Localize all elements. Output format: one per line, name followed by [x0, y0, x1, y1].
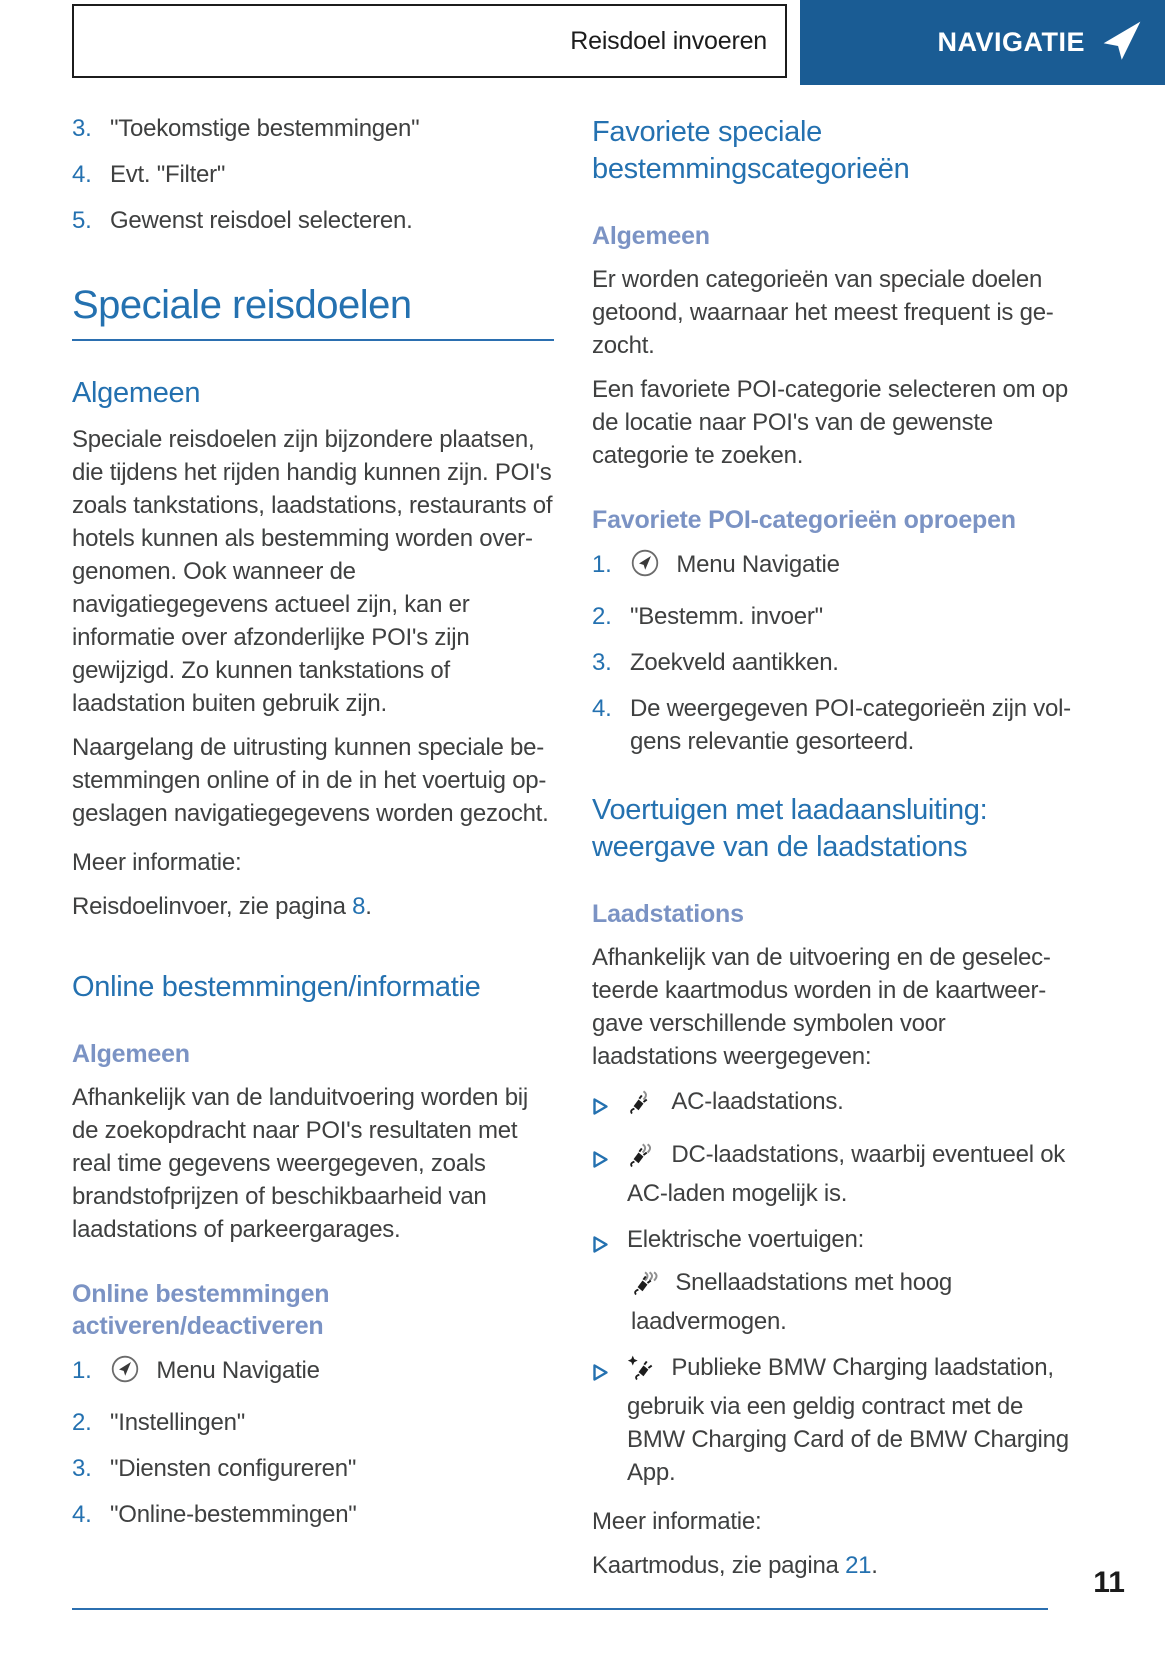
step-text: Menu Navigatie: [110, 1354, 554, 1393]
sub-subsection-heading: Laadstations: [592, 900, 744, 928]
bullet-text: Elektrische voertuigen: Snellaadstations met hoog laadvermogen.: [627, 1223, 1074, 1338]
navigation-arrow-icon: [1101, 19, 1143, 66]
reference-text: .: [871, 1552, 878, 1579]
reference-text: Reisdoelinvoer, zie pagina: [72, 893, 353, 920]
reference-text: Kaartmodus, zie pagina: [592, 1552, 846, 1579]
step-number: 4.: [592, 695, 612, 722]
page-number: 11: [1093, 1566, 1125, 1599]
step-text: "Online-bestemmingen": [110, 1501, 357, 1528]
paragraph: Een favoriete POI-categorie selecteren om op de locatie naar POI's van de gewenste categorie te zoeken.: [592, 376, 1068, 469]
paragraph: Speciale reisdoelen zijn bijzondere plaatsen, die tijdens het rijden handig kunnen zijn. POI's zoals tankstations, laadstations, restaurants of hotels kunnen als bestemming worden overgenomen. Ook wanneer de navigatiegegevens actueel zijn, kan er informatie over afzonderlijke POI's zijn gewijzigd. Zo kunnen tankstations of laadstation buiten gebruik zijn.: [72, 426, 553, 717]
step-text: "Toekomstige bestemmingen": [110, 115, 420, 142]
bullet-text: DC-laadstations, waarbij eventueel ok AC-laden mogelijk is.: [627, 1141, 1066, 1207]
list-item: [592, 548, 1074, 587]
step-number: 2.: [592, 603, 612, 630]
list-item: [72, 1406, 554, 1439]
list-item: [72, 1498, 554, 1531]
step-text: "Instellingen": [110, 1409, 245, 1436]
list-item: [72, 158, 554, 191]
chapter-title: NAVIGATIE: [937, 27, 1085, 57]
paragraph: Naargelang de uitrusting kunnen speciale bestemmingen online of in de in het voertuig opgeslagen navigatiegegevens worden gezocht.: [72, 734, 549, 827]
section-title: Speciale reisdoelen: [72, 283, 412, 327]
paragraph: Er worden categorieën van speciale doelen getoond, waarnaar het meest frequent is gezocht.: [592, 266, 1054, 359]
list-item: [72, 1452, 554, 1485]
triangle-bullet-icon: [592, 1351, 627, 1489]
step-number: 1.: [72, 1357, 92, 1384]
more-info-label: Meer informatie:: [72, 849, 242, 876]
list-item: [592, 1085, 1074, 1125]
step-text: Menu Navigatie: [630, 548, 1074, 587]
step-number: 3.: [72, 1455, 92, 1482]
list-item: [592, 646, 1074, 679]
charging-dc-icon: [627, 1147, 661, 1174]
breadcrumb: Reisdoel invoeren: [570, 26, 767, 55]
page-reference-link[interactable]: 8: [352, 893, 366, 920]
step-number: 5.: [72, 207, 92, 234]
menu-navigation-icon: [630, 557, 666, 584]
right-column: [592, 108, 1074, 1582]
charging-fast-icon: [631, 1275, 665, 1302]
triangle-bullet-icon: [592, 1085, 627, 1125]
bullet-list: [592, 1085, 1074, 1489]
step-number: 1.: [592, 551, 612, 578]
list-item: [592, 1138, 1074, 1210]
footer-rule: [72, 1608, 1048, 1610]
left-column: [72, 108, 554, 1544]
subsection-heading: Favoriete speciale bestemmingscategorieën: [592, 116, 910, 185]
sub-subsection-heading: Algemeen: [72, 1040, 190, 1068]
sub-subsection-heading: Favoriete POI-categorieën oproepen: [592, 506, 1016, 534]
bullet-text: AC-laadstations.: [627, 1085, 1074, 1125]
subsection-heading: Online bestemmingen/informatie: [72, 971, 481, 1003]
step-number: 4.: [72, 1501, 92, 1528]
bullet-text: Publieke BMW Charging laadstation, gebruik via een geldig contract met de BMW Charging Card of de BMW Charging App.: [627, 1354, 1069, 1486]
step-number: 3.: [592, 649, 612, 676]
list-item: [72, 204, 554, 237]
list-item: [592, 1223, 1074, 1338]
paragraph: Afhankelijk van de landuitvoering worden bij de zoekopdracht naar POI's resultaten met real time gegevens weergegeven, zoals brandstofprijzen of beschikbaarheid van laadstations of parkeergarages.: [72, 1084, 528, 1243]
bullet-subitem: Snellaadstations met hoog laadvermogen.: [631, 1269, 953, 1335]
sub-subsection-heading: Algemeen: [592, 222, 710, 250]
step-text: Zoekveld aantikken.: [630, 649, 839, 676]
list-item: [592, 692, 1074, 758]
charging-ac-icon: [627, 1094, 661, 1121]
charging-bmw-icon: [627, 1360, 661, 1387]
chapter-banner: [800, 0, 1165, 85]
list-item: [72, 1354, 554, 1393]
list-item: [72, 112, 554, 145]
page-reference-link[interactable]: 21: [845, 1552, 872, 1579]
paragraph: Afhankelijk van de uitvoering en de geselecteerde kaartmodus worden in de kaartweergave verschillende symbolen voor laadstations weergegeven:: [592, 944, 1051, 1070]
list-item: [592, 1351, 1074, 1489]
step-number: 4.: [72, 161, 92, 188]
subsection-heading: Algemeen: [72, 377, 201, 409]
cross-reference: [592, 1549, 1074, 1582]
sub-subsection-heading: Online bestemmingen activeren/deactiveren: [72, 1280, 330, 1340]
step-text: Evt. "Filter": [110, 161, 226, 188]
triangle-bullet-icon: [592, 1223, 627, 1338]
list-item: [592, 600, 1074, 633]
step-text: Gewenst reisdoel selecteren.: [110, 207, 413, 234]
subsection-heading: Voertuigen met laadaansluiting: weergave van de laadstations: [592, 794, 988, 863]
reference-text: .: [365, 893, 372, 920]
step-text: "Diensten configureren": [110, 1455, 357, 1482]
breadcrumb-box: [72, 4, 787, 78]
step-text: De weergegeven POI-categorieën zijn volgens relevantie gesorteerd.: [630, 695, 1072, 755]
numbered-steps: [72, 1354, 554, 1531]
triangle-bullet-icon: [592, 1138, 627, 1210]
more-info-label: Meer informatie:: [592, 1508, 762, 1535]
numbered-steps: [592, 548, 1074, 758]
menu-navigation-icon: [110, 1363, 146, 1390]
step-number: 2.: [72, 1409, 92, 1436]
intro-steps: [72, 112, 554, 237]
step-text: "Bestemm. invoer": [630, 603, 823, 630]
step-number: 3.: [72, 115, 92, 142]
cross-reference: [72, 890, 554, 923]
heading-rule: [72, 339, 554, 341]
